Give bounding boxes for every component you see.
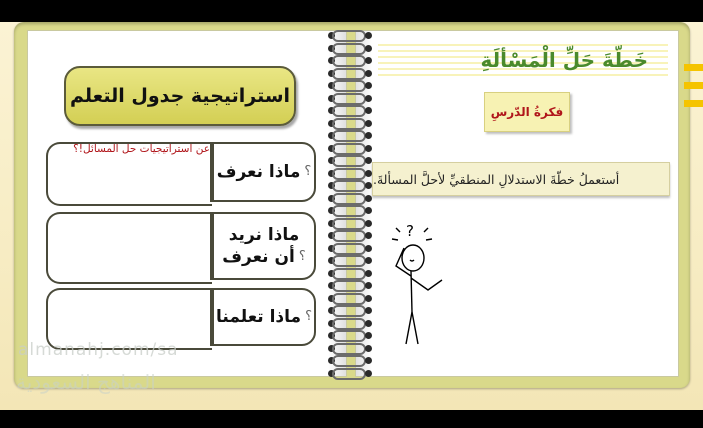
- kwl-question: [212, 212, 316, 280]
- spiral-ring: [328, 93, 372, 104]
- lesson-goal: أستعملُ خطّةَ الاستدلالِ المنطقيِّ لأحلَّ المسألةَ.: [372, 162, 670, 196]
- spiral-ring: [328, 130, 372, 141]
- kwl-row-want: [46, 212, 316, 280]
- question-mark: ؟: [304, 164, 312, 179]
- spiral-ring: [328, 218, 372, 229]
- spiral-ring: [328, 293, 372, 304]
- page-tabs: [684, 64, 703, 110]
- spiral-ring: [328, 193, 372, 204]
- spiral-ring: [328, 105, 372, 116]
- strategy-title: استراتيجية جدول التعلم: [64, 66, 296, 126]
- thinking-person-icon: [384, 222, 448, 348]
- lesson-title: خَطّةَ حَلِّ الْمَسْألَةِ: [480, 48, 648, 72]
- question-mark: ؟: [298, 249, 306, 264]
- spiral-ring: [328, 180, 372, 191]
- page-tab: [684, 82, 703, 89]
- question-text-line2: أن نعرف: [222, 247, 295, 267]
- spiral-ring: [328, 143, 372, 154]
- spiral-ring: [328, 168, 372, 179]
- spiral-ring: [328, 43, 372, 54]
- question-text: ماذا نعرف: [216, 162, 301, 182]
- spiral-ring: [328, 318, 372, 329]
- page-tab: [684, 100, 703, 107]
- watermark-url: almanahj.com/sa: [18, 340, 179, 360]
- question-text: ماذا نريد: [228, 225, 300, 245]
- question-text: ماذا تعلمنا: [216, 307, 302, 327]
- spiral-ring: [328, 305, 372, 316]
- spiral-ring: [328, 355, 372, 366]
- spiral-ring: [328, 268, 372, 279]
- spiral-ring: [328, 280, 372, 291]
- spiral-ring: [328, 30, 372, 41]
- spiral-ring: [328, 330, 372, 341]
- spiral-ring: [328, 343, 372, 354]
- spiral-ring: [328, 55, 372, 66]
- spiral-ring: [328, 230, 372, 241]
- kwl-answer-box[interactable]: [46, 212, 212, 284]
- spiral-ring: [328, 243, 372, 254]
- spiral-ring: [328, 68, 372, 79]
- spiral-ring: [328, 255, 372, 266]
- red-note: عن استراتيجيات حل المسائل!؟: [73, 143, 210, 155]
- kwl-question: [212, 288, 316, 346]
- kwl-row-learned: [46, 288, 316, 346]
- watermark-name: المناهج السعودية: [16, 370, 156, 394]
- spiral-ring: [328, 155, 372, 166]
- page-tab: [684, 64, 703, 71]
- spiral-ring: [328, 80, 372, 91]
- lesson-idea-badge: فكرةُ الدّرسِ: [484, 92, 570, 132]
- question-mark: ؟: [305, 309, 312, 324]
- spiral-ring: [328, 205, 372, 216]
- kwl-question: [212, 142, 316, 202]
- spiral-binding: [322, 24, 378, 382]
- spiral-ring: [328, 118, 372, 129]
- spiral-ring: [328, 368, 372, 379]
- thinking-mark: ?: [406, 222, 414, 240]
